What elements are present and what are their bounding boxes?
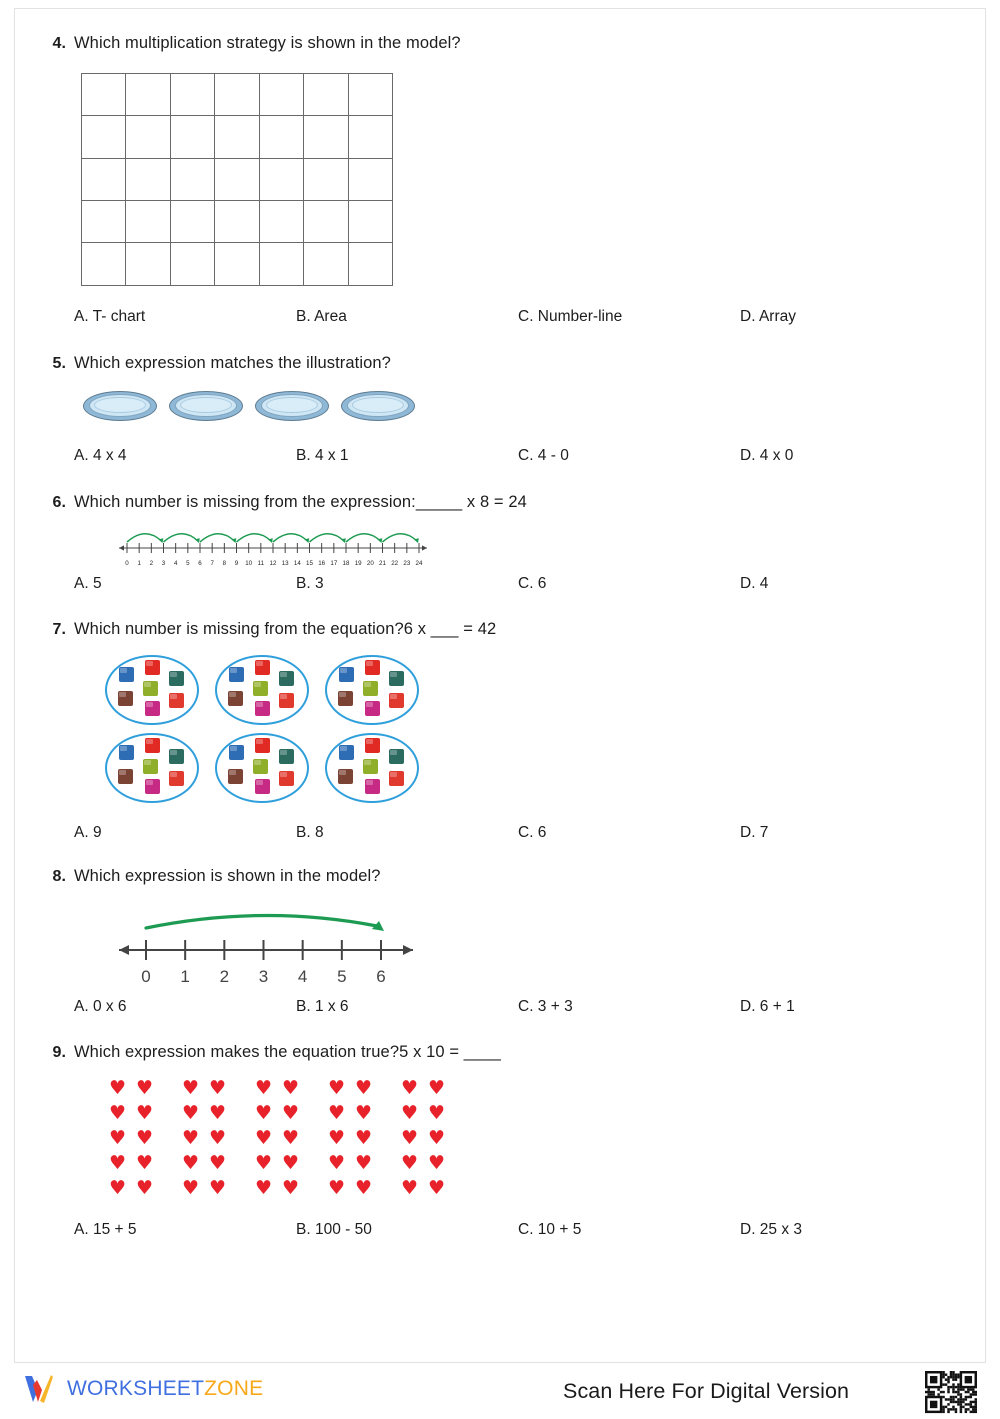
heart-icon: ♥ bbox=[136, 1151, 154, 1174]
bowl-icon bbox=[341, 389, 415, 425]
grid-cell bbox=[171, 74, 215, 116]
heart-icon: ♥ bbox=[401, 1151, 419, 1174]
heart-icon: ♥ bbox=[136, 1101, 154, 1124]
svg-text:24: 24 bbox=[415, 560, 423, 568]
cube-icon bbox=[145, 660, 160, 675]
grid-cell bbox=[171, 159, 215, 201]
grid-cell bbox=[215, 159, 259, 201]
question-8 bbox=[49, 866, 969, 1016]
cube-icon bbox=[389, 749, 404, 764]
group-circle bbox=[215, 655, 309, 725]
question-6-text: Which number is missing from the expression:_____ x 8 = 24 bbox=[74, 492, 527, 511]
grid-cell bbox=[260, 243, 304, 285]
question-7 bbox=[49, 619, 969, 842]
worksheet-zone-logo[interactable] bbox=[22, 1372, 263, 1406]
question-5-heading bbox=[49, 353, 969, 375]
svg-text:4: 4 bbox=[297, 966, 308, 986]
svg-text:3: 3 bbox=[258, 966, 269, 986]
cube-icon bbox=[253, 681, 268, 696]
svg-text:21: 21 bbox=[379, 560, 386, 568]
heart-icon: ♥ bbox=[182, 1101, 200, 1124]
heart-group bbox=[109, 1076, 163, 1205]
grid-cell bbox=[260, 116, 304, 158]
question-4 bbox=[49, 33, 969, 326]
group-circle bbox=[215, 733, 309, 803]
group-circle bbox=[325, 733, 419, 803]
question-9-number: 9. bbox=[52, 1043, 66, 1061]
heart-icon: ♥ bbox=[109, 1176, 127, 1199]
heart-array-illustration bbox=[109, 1076, 969, 1205]
question-6-heading bbox=[49, 492, 969, 514]
heart-icon: ♥ bbox=[282, 1126, 300, 1149]
question-6 bbox=[49, 492, 969, 594]
option-9-d[interactable]: D. 25 x 3 bbox=[740, 1220, 803, 1238]
grid-cell bbox=[82, 243, 126, 285]
heart-icon: ♥ bbox=[209, 1176, 227, 1199]
heart-icon: ♥ bbox=[109, 1126, 127, 1149]
question-6-options bbox=[49, 575, 969, 593]
scan-prompt-text: Scan Here For Digital Version bbox=[563, 1379, 850, 1403]
grid-cell bbox=[304, 201, 348, 243]
question-5-options bbox=[49, 447, 969, 465]
question-7-heading bbox=[49, 619, 969, 641]
option-5-d[interactable]: D. 4 x 0 bbox=[740, 446, 794, 464]
grid-cell bbox=[126, 201, 170, 243]
heart-icon: ♥ bbox=[255, 1176, 273, 1199]
question-9-text: Which expression makes the equation true?5 x 10 = ____ bbox=[74, 1042, 501, 1061]
cube-icon bbox=[119, 667, 134, 682]
grid-cell bbox=[171, 201, 215, 243]
cube-icon bbox=[145, 738, 160, 753]
cube-icon bbox=[338, 769, 353, 784]
heart-icon: ♥ bbox=[282, 1101, 300, 1124]
heart-group bbox=[182, 1076, 236, 1205]
heart-icon: ♥ bbox=[209, 1101, 227, 1124]
heart-icon: ♥ bbox=[255, 1151, 273, 1174]
cube-icon bbox=[169, 671, 184, 686]
svg-text:9: 9 bbox=[234, 560, 239, 568]
question-5-text: Which expression matches the illustration? bbox=[74, 353, 391, 372]
question-9 bbox=[49, 1042, 969, 1239]
option-4-d[interactable]: D. Array bbox=[740, 307, 796, 325]
bowl-icon bbox=[255, 389, 329, 425]
grid-cell bbox=[349, 201, 393, 243]
heart-icon: ♥ bbox=[401, 1126, 419, 1149]
heart-icon: ♥ bbox=[428, 1101, 446, 1124]
cube-icon bbox=[253, 759, 268, 774]
option-9-a[interactable]: A. 15 + 5 bbox=[74, 1220, 137, 1238]
heart-icon: ♥ bbox=[401, 1101, 419, 1124]
svg-text:19: 19 bbox=[354, 560, 362, 568]
option-9-b[interactable]: B. 100 - 50 bbox=[296, 1220, 372, 1238]
heart-icon: ♥ bbox=[282, 1076, 300, 1099]
heart-icon: ♥ bbox=[355, 1176, 373, 1199]
question-8-text: Which expression is shown in the model? bbox=[74, 867, 381, 886]
qr-code-icon[interactable] bbox=[925, 1371, 977, 1414]
cube-icon bbox=[365, 779, 380, 794]
grid-cell bbox=[349, 74, 393, 116]
option-6-c[interactable]: C. 6 bbox=[518, 575, 547, 593]
cube-icon bbox=[365, 738, 380, 753]
group-circle bbox=[105, 733, 199, 803]
cube-icon bbox=[229, 745, 244, 760]
cube-icon bbox=[339, 667, 354, 682]
heart-icon: ♥ bbox=[109, 1076, 127, 1099]
cube-icon bbox=[363, 681, 378, 696]
cube-icon bbox=[389, 693, 404, 708]
option-8-d[interactable]: D. 6 + 1 bbox=[740, 997, 795, 1015]
svg-text:0: 0 bbox=[141, 966, 151, 986]
grid-cell bbox=[260, 159, 304, 201]
question-4-number: 4. bbox=[52, 35, 66, 52]
heart-icon: ♥ bbox=[182, 1151, 200, 1174]
option-8-a[interactable]: A. 0 x 6 bbox=[74, 997, 127, 1015]
question-8-heading bbox=[49, 866, 969, 888]
svg-text:15: 15 bbox=[306, 560, 313, 568]
question-4-text: Which multiplication strategy is shown in the model? bbox=[74, 34, 461, 52]
cube-icon bbox=[119, 745, 134, 760]
option-7-c[interactable]: C. 6 bbox=[518, 824, 547, 842]
cube-icon bbox=[169, 771, 184, 786]
heart-icon: ♥ bbox=[182, 1176, 200, 1199]
heart-icon: ♥ bbox=[182, 1076, 200, 1099]
svg-text:2: 2 bbox=[149, 560, 154, 568]
heart-icon: ♥ bbox=[255, 1126, 273, 1149]
cube-icon bbox=[169, 693, 184, 708]
svg-text:0: 0 bbox=[125, 560, 129, 568]
logo-mark-icon bbox=[22, 1372, 58, 1406]
bowl-icon bbox=[169, 389, 243, 425]
grid-cell bbox=[304, 116, 348, 158]
cube-icon bbox=[365, 660, 380, 675]
option-9-c[interactable]: C. 10 + 5 bbox=[518, 1220, 582, 1238]
question-4-heading bbox=[49, 33, 969, 55]
svg-text:4: 4 bbox=[173, 560, 178, 568]
svg-text:16: 16 bbox=[318, 560, 326, 568]
grid-cell bbox=[126, 116, 170, 158]
heart-icon: ♥ bbox=[355, 1126, 373, 1149]
option-6-b[interactable]: B. 3 bbox=[296, 575, 324, 593]
svg-text:23: 23 bbox=[403, 560, 411, 568]
heart-icon: ♥ bbox=[136, 1076, 154, 1099]
svg-text:3: 3 bbox=[161, 560, 166, 568]
heart-icon: ♥ bbox=[136, 1176, 154, 1199]
option-7-a[interactable]: A. 9 bbox=[74, 824, 102, 842]
heart-icon: ♥ bbox=[355, 1101, 373, 1124]
option-5-c[interactable]: C. 4 - 0 bbox=[518, 446, 569, 464]
heart-icon: ♥ bbox=[428, 1126, 446, 1149]
worksheet-page bbox=[14, 8, 986, 1363]
number-line-single-jump bbox=[101, 902, 431, 994]
cube-icon bbox=[255, 738, 270, 753]
svg-text:5: 5 bbox=[337, 966, 347, 986]
heart-icon: ♥ bbox=[282, 1151, 300, 1174]
question-7-number: 7. bbox=[52, 621, 66, 639]
question-4-options bbox=[49, 308, 969, 326]
cube-icon bbox=[389, 771, 404, 786]
svg-text:10: 10 bbox=[245, 560, 253, 568]
grid-cell bbox=[349, 116, 393, 158]
svg-text:8: 8 bbox=[222, 560, 227, 568]
heart-icon: ♥ bbox=[328, 1126, 346, 1149]
svg-text:6: 6 bbox=[198, 560, 202, 568]
question-6-number: 6. bbox=[52, 493, 66, 511]
option-4-c[interactable]: C. Number-line bbox=[518, 307, 623, 325]
svg-text:11: 11 bbox=[257, 560, 265, 568]
question-5 bbox=[49, 353, 969, 465]
svg-text:12: 12 bbox=[269, 560, 277, 568]
question-9-heading bbox=[49, 1042, 969, 1064]
cube-icon bbox=[143, 759, 158, 774]
group-circle bbox=[325, 655, 419, 725]
grid-cell bbox=[304, 243, 348, 285]
grid-cell bbox=[171, 243, 215, 285]
svg-text:1: 1 bbox=[180, 966, 190, 986]
option-4-a[interactable]: A. T- chart bbox=[74, 307, 146, 325]
heart-group bbox=[255, 1076, 309, 1205]
grid-cell bbox=[260, 201, 304, 243]
area-model-grid bbox=[81, 73, 393, 286]
heart-icon: ♥ bbox=[328, 1101, 346, 1124]
cube-icon bbox=[228, 769, 243, 784]
grid-cell bbox=[304, 159, 348, 201]
cube-icon bbox=[389, 671, 404, 686]
svg-text:14: 14 bbox=[293, 560, 301, 568]
svg-text:22: 22 bbox=[391, 560, 399, 568]
option-7-b[interactable]: B. 8 bbox=[296, 824, 324, 842]
heart-icon: ♥ bbox=[355, 1151, 373, 1174]
grid-cell bbox=[126, 243, 170, 285]
option-6-d[interactable]: D. 4 bbox=[740, 575, 769, 593]
cube-icon bbox=[255, 660, 270, 675]
grid-cell bbox=[171, 116, 215, 158]
grid-cell bbox=[126, 159, 170, 201]
bowl-icon bbox=[83, 389, 157, 425]
heart-group bbox=[401, 1076, 455, 1205]
grid-cell bbox=[349, 159, 393, 201]
heart-icon: ♥ bbox=[428, 1151, 446, 1174]
heart-icon: ♥ bbox=[255, 1101, 273, 1124]
option-8-b[interactable]: B. 1 x 6 bbox=[296, 997, 349, 1015]
logo-secondary-text: ZONE bbox=[204, 1377, 264, 1400]
grid-cell bbox=[304, 74, 348, 116]
heart-icon: ♥ bbox=[182, 1126, 200, 1149]
cube-icon bbox=[279, 693, 294, 708]
svg-text:18: 18 bbox=[342, 560, 350, 568]
heart-icon: ♥ bbox=[328, 1076, 346, 1099]
cube-icon bbox=[255, 779, 270, 794]
heart-icon: ♥ bbox=[255, 1076, 273, 1099]
cube-icon bbox=[255, 701, 270, 716]
question-7-text: Which number is missing from the equation?6 x ___ = 42 bbox=[74, 620, 497, 639]
cube-icon bbox=[338, 691, 353, 706]
logo-wordmark bbox=[67, 1377, 263, 1401]
heart-icon: ♥ bbox=[355, 1076, 373, 1099]
option-6-a[interactable]: A. 5 bbox=[74, 575, 102, 593]
grid-cell bbox=[215, 116, 259, 158]
heart-icon: ♥ bbox=[109, 1151, 127, 1174]
svg-text:2: 2 bbox=[219, 966, 230, 986]
svg-text:7: 7 bbox=[210, 560, 214, 568]
grid-cell bbox=[82, 74, 126, 116]
question-8-options bbox=[49, 998, 969, 1016]
cube-icon bbox=[363, 759, 378, 774]
grid-cell bbox=[82, 159, 126, 201]
heart-icon: ♥ bbox=[209, 1151, 227, 1174]
cube-icon bbox=[145, 701, 160, 716]
question-7-options bbox=[49, 824, 969, 842]
heart-icon: ♥ bbox=[328, 1151, 346, 1174]
grid-cell bbox=[260, 74, 304, 116]
grid-cell bbox=[82, 201, 126, 243]
svg-text:5: 5 bbox=[186, 560, 190, 568]
question-9-options bbox=[49, 1221, 969, 1239]
cube-icon bbox=[118, 769, 133, 784]
cube-icon bbox=[339, 745, 354, 760]
bowls-illustration bbox=[83, 389, 969, 425]
grid-cell bbox=[215, 74, 259, 116]
cube-icon bbox=[228, 691, 243, 706]
logo-primary-text: WORKSHEET bbox=[67, 1377, 205, 1400]
cube-icon bbox=[279, 671, 294, 686]
cube-icon bbox=[365, 701, 380, 716]
group-circle bbox=[105, 655, 199, 725]
option-5-a[interactable]: A. 4 x 4 bbox=[74, 446, 127, 464]
svg-text:13: 13 bbox=[281, 560, 289, 568]
cube-icon bbox=[279, 749, 294, 764]
questions-container bbox=[49, 33, 969, 1239]
cube-icon bbox=[143, 681, 158, 696]
heart-icon: ♥ bbox=[136, 1126, 154, 1149]
cube-icon bbox=[118, 691, 133, 706]
svg-text:6: 6 bbox=[376, 966, 386, 986]
svg-text:1: 1 bbox=[137, 560, 141, 568]
heart-icon: ♥ bbox=[282, 1176, 300, 1199]
cube-icon bbox=[169, 749, 184, 764]
question-8-number: 8. bbox=[52, 868, 66, 886]
question-5-number: 5. bbox=[52, 354, 66, 372]
svg-text:20: 20 bbox=[366, 560, 374, 568]
svg-text:17: 17 bbox=[330, 560, 338, 568]
heart-icon: ♥ bbox=[428, 1076, 446, 1099]
heart-icon: ♥ bbox=[401, 1076, 419, 1099]
heart-group bbox=[328, 1076, 382, 1205]
grid-cell bbox=[349, 243, 393, 285]
cube-icon bbox=[279, 771, 294, 786]
heart-icon: ♥ bbox=[328, 1176, 346, 1199]
page-footer bbox=[0, 1368, 1000, 1414]
heart-icon: ♥ bbox=[209, 1076, 227, 1099]
heart-icon: ♥ bbox=[428, 1176, 446, 1199]
option-5-b[interactable]: B. 4 x 1 bbox=[296, 446, 349, 464]
cube-icon bbox=[229, 667, 244, 682]
grid-cell bbox=[126, 74, 170, 116]
heart-icon: ♥ bbox=[109, 1101, 127, 1124]
cube-icon bbox=[145, 779, 160, 794]
grid-cell bbox=[82, 116, 126, 158]
grid-cell bbox=[215, 201, 259, 243]
grid-cell bbox=[215, 243, 259, 285]
option-8-c[interactable]: C. 3 + 3 bbox=[518, 997, 573, 1015]
number-line-skip-count bbox=[117, 525, 429, 567]
equal-groups-illustration bbox=[105, 655, 969, 811]
option-7-d[interactable]: D. 7 bbox=[740, 824, 769, 842]
heart-icon: ♥ bbox=[401, 1176, 419, 1199]
heart-icon: ♥ bbox=[209, 1126, 227, 1149]
option-4-b[interactable]: B. Area bbox=[296, 307, 347, 325]
